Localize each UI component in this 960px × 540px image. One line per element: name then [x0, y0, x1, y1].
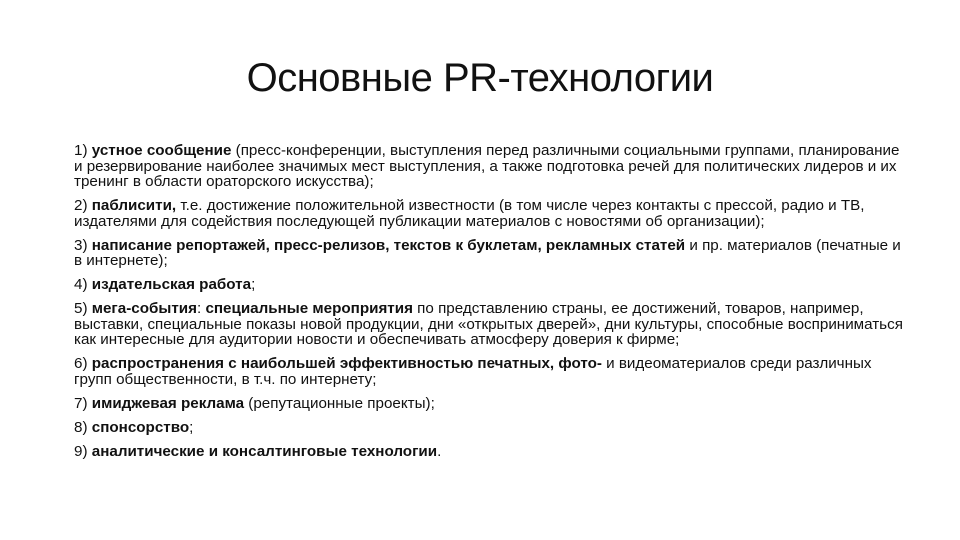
item-description: (пресс-конференции, выступления перед различными социальными группами, планирование и резервирование наиболее значимых мест выступления, а также подготовка речей для политических лидеров и их тренинг в области ораторского искусства); [74, 142, 900, 190]
list-item [74, 444, 909, 460]
item-description: ; [189, 418, 194, 436]
item-term: распространения с наибольшей эффективностью печатных, фото- [91, 355, 602, 372]
item-description: по представлению страны, ее достижений, товаров, например, выставки, специальные показы новой продукции, дни «открытых дверей», дни культуры, способные восприниматься как интересные для аудитории новости и обеспечивать атмосферу доверия к фирме; [74, 300, 903, 348]
item-number: 4) [74, 276, 88, 293]
item-description: . [437, 442, 442, 460]
slide-title: Основные PR-технологии [246, 56, 714, 100]
item-description: ; [251, 276, 256, 293]
list-item [74, 198, 909, 229]
list-item [74, 396, 909, 412]
item-description: т.е. достижение положительной известности (в том числе через контакты с прессой, радио и ТВ, издателями для содействия последующей публикации материалов с новостями об организации); [74, 197, 865, 230]
item-description: (репутационные проекты); [244, 394, 435, 412]
item-term: имиджевая реклама [91, 394, 245, 412]
item-term: написание репортажей, пресс-релизов, текстов к буклетам, рекламных статей [91, 236, 686, 254]
item-number: 2) [74, 197, 88, 214]
item-term-secondary: специальные мероприятия [205, 300, 413, 317]
list-item [74, 143, 909, 190]
item-number: 1) [74, 142, 88, 159]
item-description: и пр. материалов (печатные и в интернете); [74, 236, 901, 269]
item-number: 9) [74, 442, 88, 460]
item-term: спонсорство [91, 418, 190, 436]
item-term: мега-события [91, 300, 197, 317]
list-item [74, 301, 909, 348]
list-item [74, 420, 909, 436]
item-description: и видеоматериалов среди различных групп общественности, в т.ч. по интернету; [74, 355, 872, 388]
list-item [74, 238, 909, 269]
slide-content [74, 143, 909, 468]
list-item [74, 277, 909, 293]
item-number: 8) [74, 418, 88, 436]
item-number: 6) [74, 355, 88, 372]
item-separator: : [196, 300, 206, 317]
item-term: издательская работа [91, 276, 252, 293]
item-term: аналитические и консалтинговые технологии [91, 442, 438, 460]
item-term: паблисити, [91, 197, 177, 214]
item-number: 5) [74, 300, 88, 317]
item-number: 3) [74, 236, 88, 254]
item-number: 7) [74, 394, 88, 412]
list-item [74, 356, 909, 387]
item-term: устное сообщение [91, 142, 232, 159]
